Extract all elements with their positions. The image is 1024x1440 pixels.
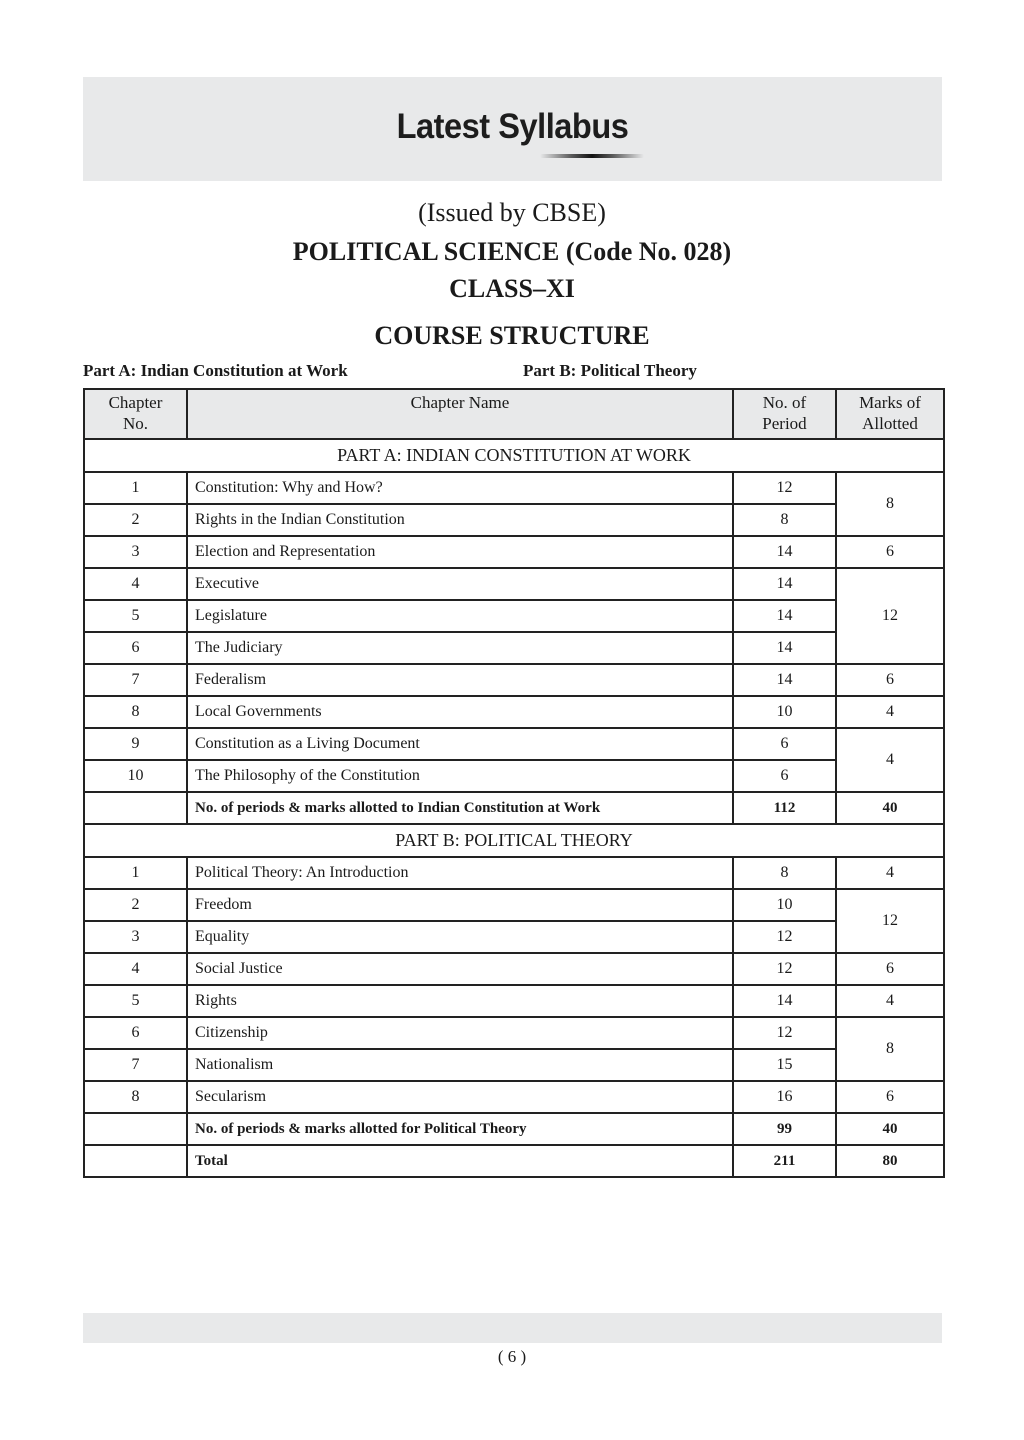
issued-by: (Issued by CBSE) [418,198,606,227]
table-row [84,1081,944,1113]
part-title: PART A: INDIAN CONSTITUTION AT WORK [84,439,944,472]
header-periods: No. of Period [733,389,836,439]
subtotal-periods: 112 [733,792,836,824]
page-number: ( 6 ) [497,1347,527,1366]
chapter-no: 4 [84,953,187,985]
table-row [84,1017,944,1049]
table-row [84,953,944,985]
marks: 8 [836,472,944,536]
subtotal-marks: 40 [836,1113,944,1145]
part-title: PART B: POLITICAL THEORY [84,824,944,857]
table-row [84,728,944,760]
table-row [84,1049,944,1081]
section-title: COURSE STRUCTURE [374,321,650,350]
chapter-name: Nationalism [187,1049,733,1081]
table-row [84,504,944,536]
chapter-name: Equality [187,921,733,953]
chapter-name: The Judiciary [187,632,733,664]
header-chapter-name: Chapter Name [187,389,733,439]
marks: 12 [836,889,944,953]
part-b-label: Part B: Political Theory [523,361,697,380]
part-a-heading-row [84,439,944,472]
marks: 6 [836,664,944,696]
table-row [84,632,944,664]
total-marks: 80 [836,1145,944,1177]
total-row [84,1145,944,1177]
chapter-name: Federalism [187,664,733,696]
course-structure-table [83,388,945,1178]
periods: 15 [733,1049,836,1081]
marks: 4 [836,696,944,728]
periods: 8 [733,504,836,536]
chapter-no [84,1113,187,1145]
periods: 6 [733,760,836,792]
table-row [84,664,944,696]
marks: 12 [836,568,944,664]
chapter-no [84,792,187,824]
table-header-row [84,389,944,439]
subtotal-row [84,1113,944,1145]
periods: 12 [733,953,836,985]
chapter-name: Social Justice [187,953,733,985]
subtotal-marks: 40 [836,792,944,824]
chapter-name: The Philosophy of the Constitution [187,760,733,792]
chapter-name: Rights in the Indian Constitution [187,504,733,536]
chapter-name: Freedom [187,889,733,921]
chapter-name: Executive [187,568,733,600]
banner-title: Latest Syllabus [396,107,629,146]
chapter-no: 3 [84,536,187,568]
periods: 14 [733,536,836,568]
chapter-no: 3 [84,921,187,953]
chapter-no: 2 [84,889,187,921]
chapter-no: 8 [84,696,187,728]
chapter-no: 1 [84,857,187,889]
table-row [84,696,944,728]
chapter-name: Legislature [187,600,733,632]
chapter-no: 1 [84,472,187,504]
chapter-no: 5 [84,985,187,1017]
periods: 8 [733,857,836,889]
chapter-name: Election and Representation [187,536,733,568]
total-periods: 211 [733,1145,836,1177]
periods: 12 [733,921,836,953]
periods: 14 [733,985,836,1017]
marks: 4 [836,728,944,792]
chapter-name: Political Theory: An Introduction [187,857,733,889]
chapter-no: 8 [84,1081,187,1113]
table-row [84,760,944,792]
chapter-no [84,1145,187,1177]
subtotal-periods: 99 [733,1113,836,1145]
table-row [84,857,944,889]
chapter-no: 4 [84,568,187,600]
class-title: CLASS–XI [449,274,575,303]
header-marks: Marks of Allotted [836,389,944,439]
periods: 14 [733,632,836,664]
marks: 6 [836,953,944,985]
title-banner [83,77,942,181]
periods: 12 [733,472,836,504]
periods: 10 [733,889,836,921]
header-chapter-no: Chapter No. [84,389,187,439]
chapter-name: Secularism [187,1081,733,1113]
chapter-name: Constitution: Why and How? [187,472,733,504]
chapter-name: Local Governments [187,696,733,728]
table-row [84,985,944,1017]
marks: 4 [836,985,944,1017]
periods: 10 [733,696,836,728]
chapter-no: 7 [84,1049,187,1081]
periods: 6 [733,728,836,760]
chapter-no: 2 [84,504,187,536]
chapter-name: Rights [187,985,733,1017]
table-row [84,472,944,504]
table-row [84,889,944,921]
footer-band [83,1313,942,1343]
title-underline-decoration [540,154,644,158]
subtotal-row [84,792,944,824]
periods: 14 [733,568,836,600]
table-row [84,921,944,953]
marks: 4 [836,857,944,889]
table-row [84,568,944,600]
marks: 6 [836,1081,944,1113]
chapter-no: 6 [84,632,187,664]
subtotal-label: No. of periods & marks allotted for Political Theory [187,1113,733,1145]
chapter-name: Citizenship [187,1017,733,1049]
marks: 8 [836,1017,944,1081]
chapter-no: 10 [84,760,187,792]
chapter-no: 7 [84,664,187,696]
chapter-no: 6 [84,1017,187,1049]
total-label: Total [187,1145,733,1177]
part-b-heading-row [84,824,944,857]
table-row [84,600,944,632]
table-row [84,536,944,568]
periods: 12 [733,1017,836,1049]
part-a-label: Part A: Indian Constitution at Work [83,361,348,380]
periods: 16 [733,1081,836,1113]
chapter-name: Constitution as a Living Document [187,728,733,760]
periods: 14 [733,664,836,696]
chapter-no: 5 [84,600,187,632]
periods: 14 [733,600,836,632]
subject-title: POLITICAL SCIENCE (Code No. 028) [292,237,732,266]
chapter-no: 9 [84,728,187,760]
subtotal-label: No. of periods & marks allotted to Indian Constitution at Work [187,792,733,824]
marks: 6 [836,536,944,568]
